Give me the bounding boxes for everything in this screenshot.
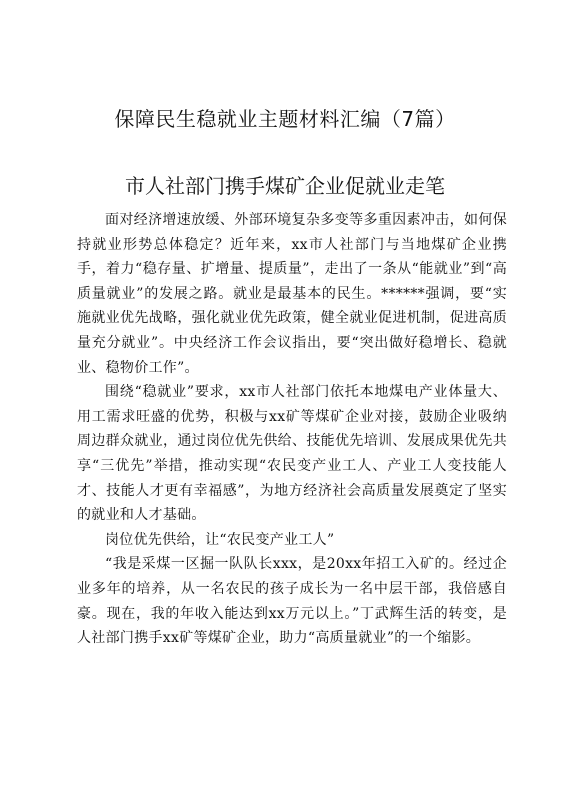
section-title: 市人社部门携手煤矿企业促就业走笔: [125, 174, 445, 198]
document-body: [77, 208, 507, 651]
subheading-paragraph: 岗位优先供给，让“农民变产业工人”: [105, 531, 335, 548]
paragraph: 围绕“稳就业”要求，xx市人社部门依托本地煤电产业体量大、用工需求旺盛的优势，积极与xx矿等煤矿企业对接，鼓励企业吸纳周边群众就业，通过岗位优先供给、技能优先培训、发展成果优先共享“三优先”举措，推动实现“农民变产业工人、产业工人变技能人才、技能人才更有幸福感”，为地方经济社会高质量发展奠定了坚实的就业和人才基础。: [77, 384, 507, 524]
paragraph: “我是采煤一区掘一队队长xxx，是20xx年招工入矿的。经过企业多年的培养，从一名农民的孩子成长为一名中层干部，我倍感自豪。现在，我的年收入能达到xx万元以上。”丁武辉生活的转变，是人社部门携手xx矿等煤矿企业，助力“高质量就业”的一个缩影。: [77, 556, 507, 647]
paragraph: 面对经济增速放缓、外部环境复杂多变等多重因素冲击，如何保持就业形势总体稳定？近年来，xx市人社部门与当地煤矿企业携手，着力“稳存量、扩增量、提质量”，走出了一条从“能就业”到“高质量就业”的发展之路。就业是最基本的民生。******强调，要“实施就业优先战略，强化就业优先政策，健全就业促进机制，促进高质量充分就业”。中央经济工作会议指出，要“突出做好稳增长、稳就业、稳物价工作”。: [77, 212, 507, 376]
document-title: 保障民生稳就业主题材料汇编（7篇）: [114, 107, 456, 131]
